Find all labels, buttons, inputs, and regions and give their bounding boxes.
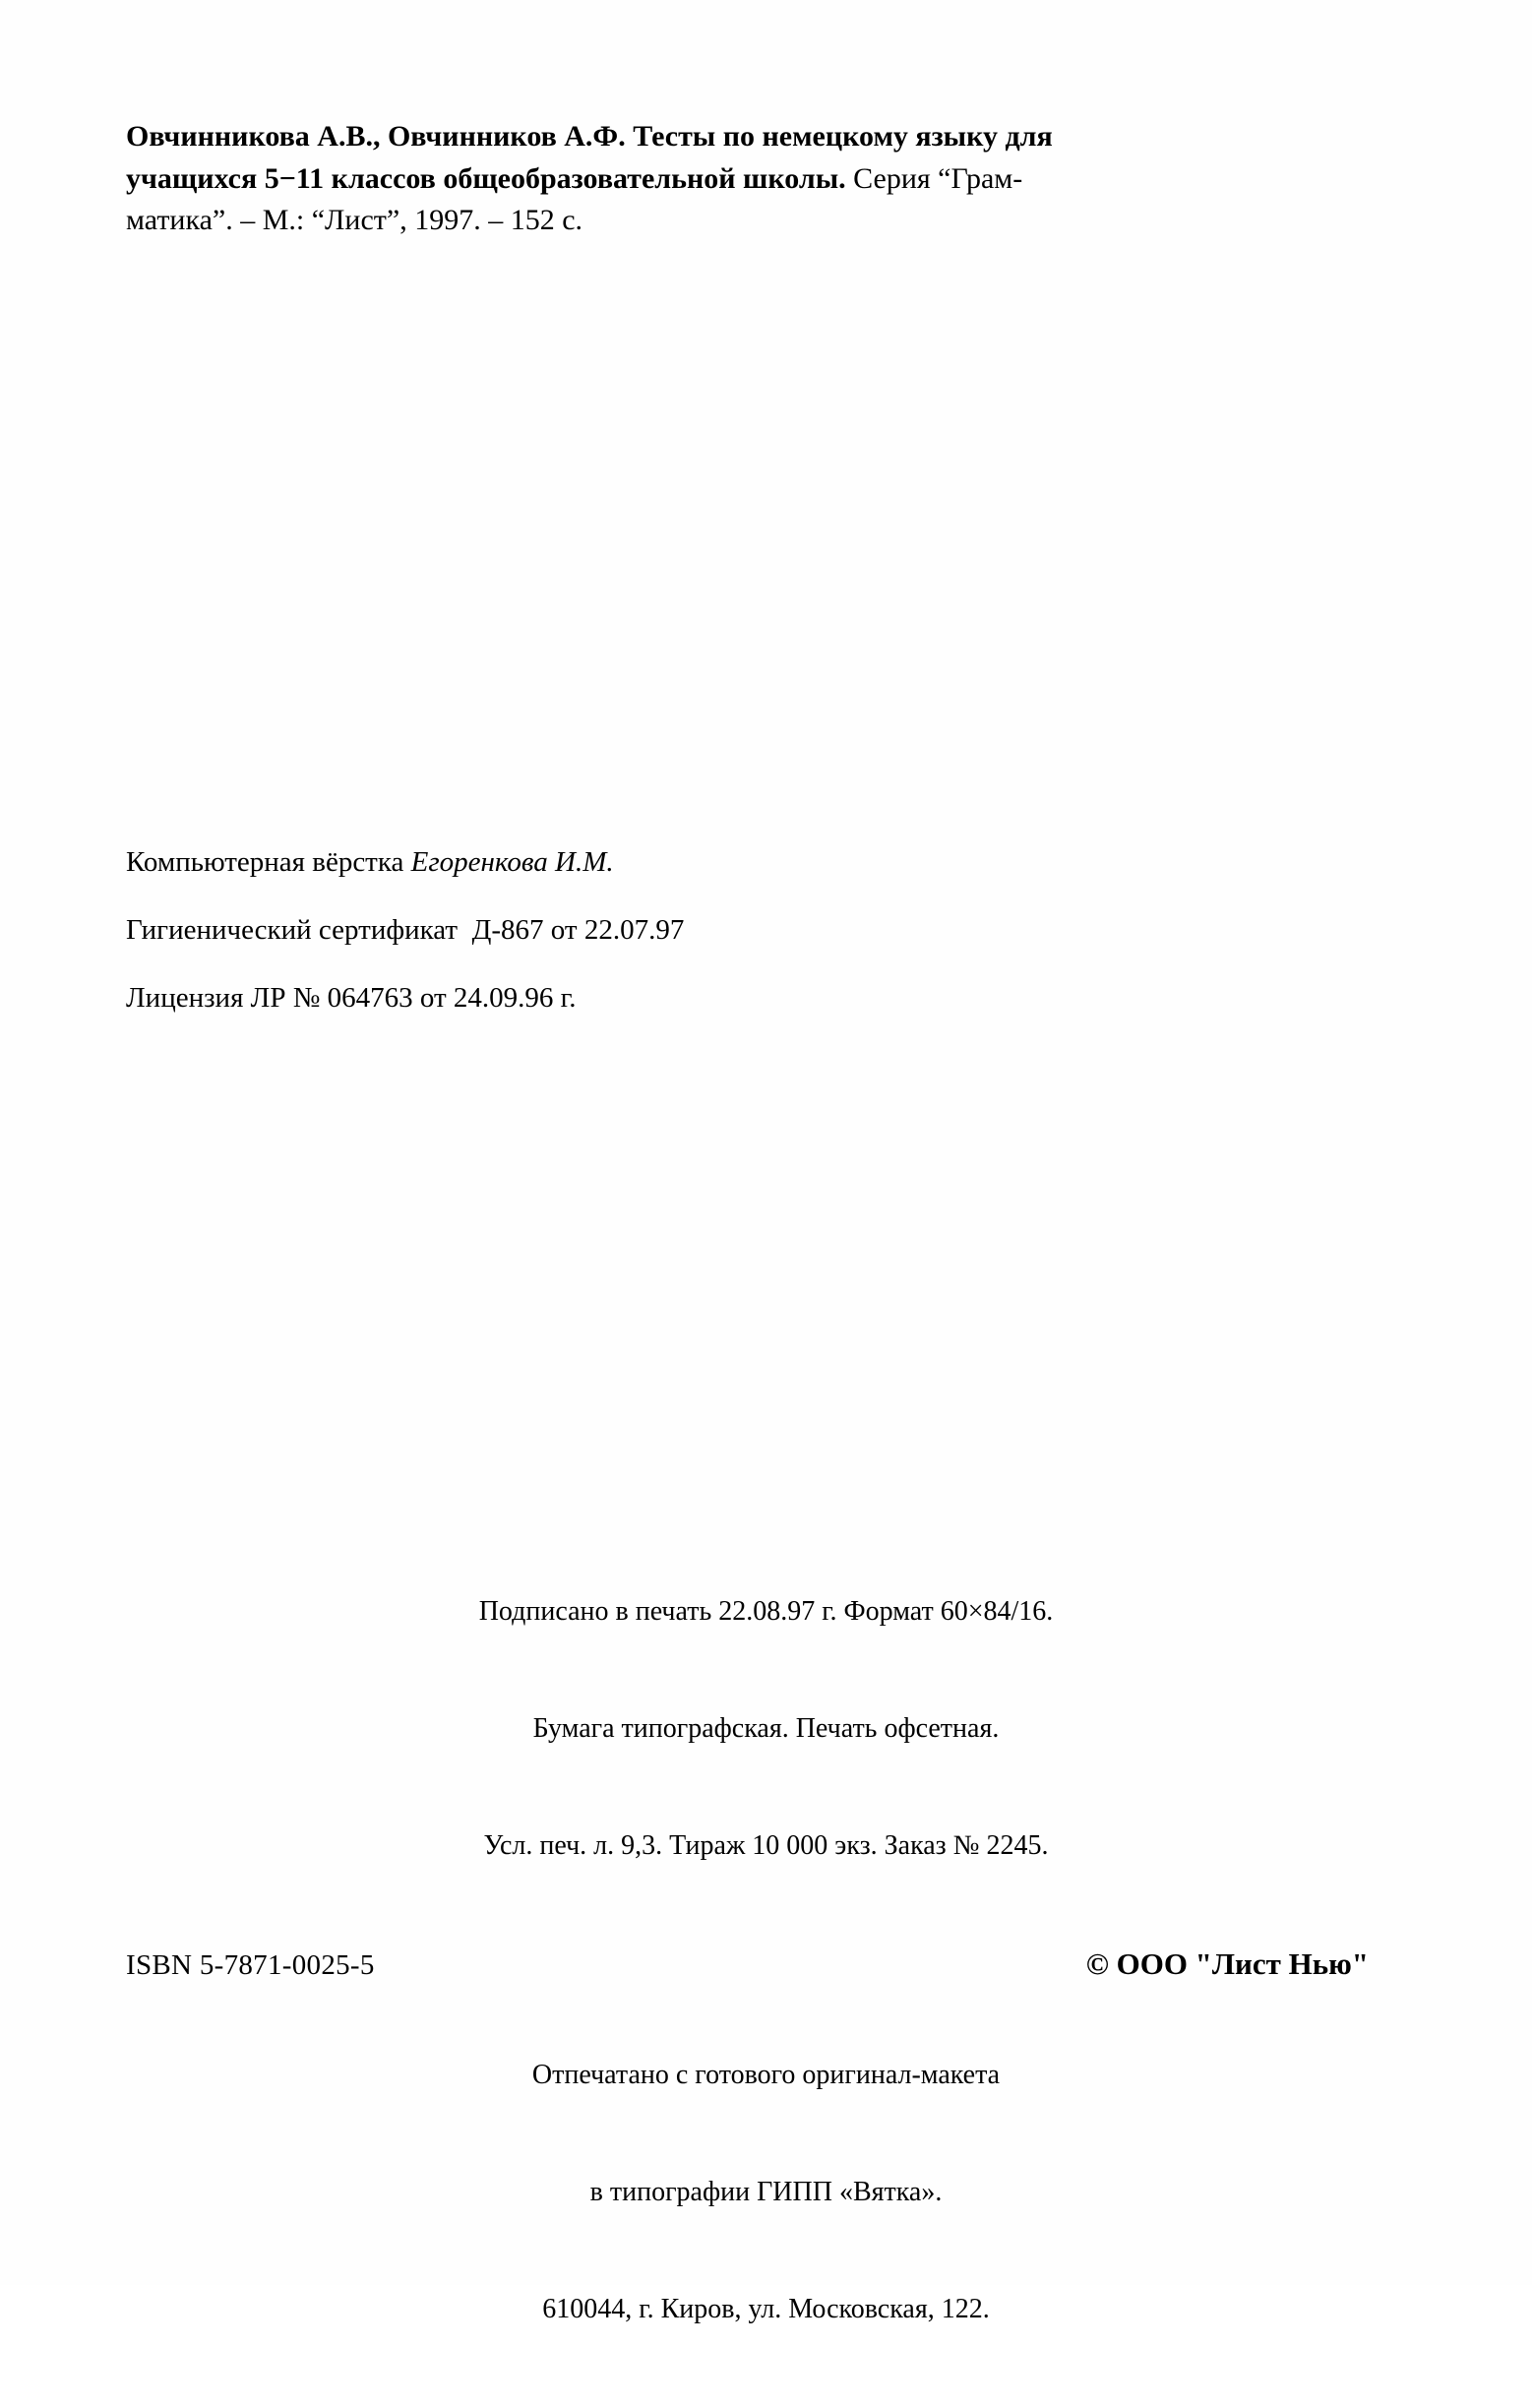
print-detail-line: Подписано в печать 22.08.97 г. Формат 60×84/16. xyxy=(478,1595,1054,1627)
isbn-number: ISBN 5-7871-0025-5 xyxy=(126,1949,375,1981)
print-detail-line: 610044, г. Киров, ул. Московская, 122. xyxy=(542,2294,990,2325)
license-row: Лицензия ЛР № 064763 от 24.09.96 г. xyxy=(126,982,577,1014)
print-detail-line: Усл. печ. л. 9,3. Тираж 10 000 экз. Заказ № 2245. xyxy=(483,1830,1049,1861)
biblio-line-1 xyxy=(126,116,1410,158)
typesetting-row xyxy=(126,848,1307,877)
biblio-authors-title-line1: Овчинникова А.В., Овчинников А.Ф. Тесты по немецкому языку для xyxy=(126,120,1053,153)
biblio-title-line2: учащихся 5−11 классов общеобразовательной школы. xyxy=(126,161,846,195)
biblio-series-line2: Серия “Грам- xyxy=(845,161,1023,195)
print-detail-line: Бумага типографская. Печать офсетная. xyxy=(532,1712,1000,1744)
biblio-line-2 xyxy=(126,158,1410,201)
print-detail-line: в типографии ГИПП «Вятка». xyxy=(589,2177,943,2207)
printing-house-group xyxy=(0,1977,1532,2407)
bibliographic-description xyxy=(126,116,1410,242)
page-footer xyxy=(126,1946,1406,1982)
hygiene-certificate-row: Гигиенический сертификат Д-867 от 22.07.97 xyxy=(126,914,685,946)
copyright-notice: © ООО "Лист Нью" xyxy=(1085,1946,1369,1981)
imprint-block xyxy=(126,848,1307,1013)
typesetting-label: Компьютерная вёрстка xyxy=(126,846,411,878)
typesetting-name: Егоренкова И.М. xyxy=(410,846,614,878)
biblio-line-3: матика”. – М.: “Лист”, 1997. – 152 с. xyxy=(126,204,583,237)
print-detail-line: Отпечатано с готового оригинал-макета xyxy=(531,2059,1001,2090)
print-run-group xyxy=(0,1513,1532,1944)
